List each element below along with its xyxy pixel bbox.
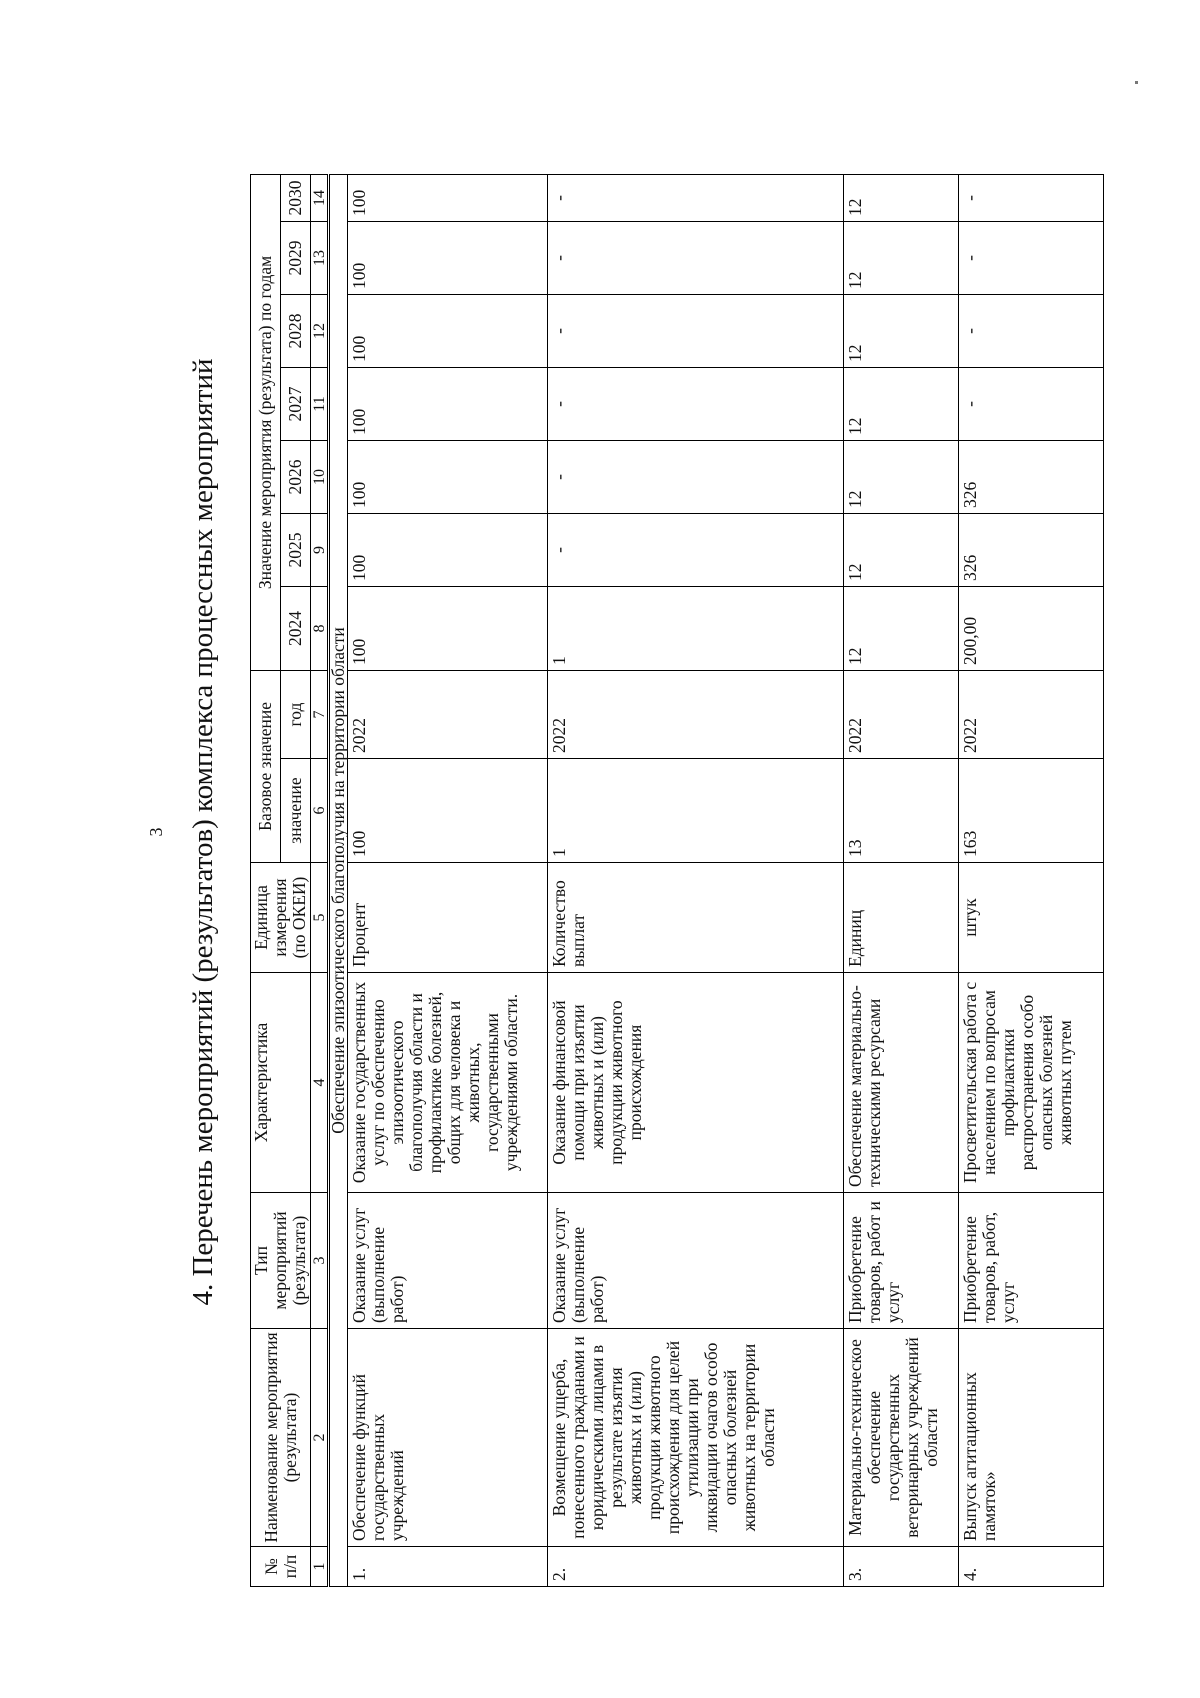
row-value-2025: - (548, 513, 844, 586)
header-year: 2027 (281, 367, 311, 440)
row-value-2030: 12 (844, 174, 959, 221)
row-value-2027: - (548, 367, 844, 440)
column-number: 14 (311, 174, 329, 221)
row-value-2028: 12 (844, 294, 959, 367)
column-number: 6 (311, 759, 329, 863)
row-value-2030: - (959, 174, 1104, 221)
blank-margin-column (251, 74, 348, 174)
row-num: 2. (548, 1547, 844, 1587)
header-unit: Единица измерения (по ОКЕИ) (251, 863, 311, 973)
row-value-2024: 12 (844, 586, 959, 670)
row-characteristic: Просветительская работа с населением по вопросам профилактики распространения особо опасных болезней животных путем (959, 973, 1104, 1193)
header-characteristic: Характеристика (251, 973, 311, 1193)
row-value-2028: - (548, 294, 844, 367)
row-value-2024: 100 (348, 586, 548, 670)
row-type: Оказание услуг (выполнение работ) (548, 1193, 844, 1329)
table-row (548, 74, 844, 1586)
row-unit: штук (959, 863, 1104, 973)
header-type: Тип мероприятий (результата) (251, 1193, 311, 1329)
row-base-year: 2022 (844, 670, 959, 758)
column-number: 2 (311, 1329, 329, 1547)
column-number: 3 (311, 1193, 329, 1329)
header-year: 2029 (281, 221, 311, 294)
row-num: 3. (844, 1547, 959, 1587)
row-value-2025: 326 (959, 513, 1104, 586)
row-type: Приобретение товаров, работ, услуг (959, 1193, 1104, 1329)
header-base-group: Базовое значение (251, 670, 281, 862)
table-row (348, 74, 548, 1586)
header-year: 2028 (281, 294, 311, 367)
row-unit: Единиц (844, 863, 959, 973)
row-value-2025: 12 (844, 513, 959, 586)
column-number: 10 (311, 440, 329, 513)
row-value-2026: 100 (348, 440, 548, 513)
row-characteristic: Оказание финансовой помощи при изъятии животных и (или) продукции животного происхождения (548, 973, 844, 1193)
header-values-group: Значение мероприятия (результата) по годам (251, 174, 281, 670)
row-value-2024: 1 (548, 586, 844, 670)
section-title: Обеспечение эпизоотического благополучия на территории области (329, 174, 348, 1586)
row-value-2028: 100 (348, 294, 548, 367)
header-name: Наименование мероприятия (результата) (251, 1329, 311, 1547)
table-body (348, 74, 1104, 1586)
row-base-year: 2022 (548, 670, 844, 758)
page-number: 3 (146, 827, 166, 837)
row-name: Обеспечение функций государственных учреждений (348, 1329, 548, 1547)
column-number: 7 (311, 670, 329, 758)
row-name: Материально-техническое обеспечение государственных ветеринарных учреждений области (844, 1329, 959, 1547)
scan-speck (1135, 81, 1138, 84)
row-value-2030: - (548, 174, 844, 221)
row-value-2027: 100 (348, 367, 548, 440)
row-value-2027: - (959, 367, 1104, 440)
row-num: 4. (959, 1547, 1104, 1587)
row-base-value: 13 (844, 759, 959, 863)
section-row (329, 74, 348, 1586)
row-characteristic: Оказание государственных услуг по обеспечению эпизоотического благополучия области и профилактике болезней, общих для человека и животных, государственными учреждениями области. (348, 973, 548, 1193)
header-base-year: год (281, 670, 311, 758)
row-value-2027: 12 (844, 367, 959, 440)
table-header (251, 74, 348, 1586)
row-type: Оказание услуг (выполнение работ) (348, 1193, 548, 1329)
header-year: 2030 (281, 174, 311, 221)
row-value-2029: - (548, 221, 844, 294)
row-value-2028: - (959, 294, 1104, 367)
row-num: 1. (348, 1547, 548, 1587)
row-unit: Процент (348, 863, 548, 973)
row-characteristic: Обеспечение материально-техническими ресурсами (844, 973, 959, 1193)
row-value-2026: - (548, 440, 844, 513)
row-value-2029: - (959, 221, 1104, 294)
row-base-year: 2022 (348, 670, 548, 758)
row-base-year: 2022 (959, 670, 1104, 758)
column-number: 4 (311, 973, 329, 1193)
header-base-value: значение (281, 759, 311, 863)
row-name: Возмещение ущерба, понесенного гражданами и юридическими лицами в результате изъятия животных и (или) продукции животного происхождения для целей утилизации при ликвидации очагов особо опасных болезней животных на территории области (548, 1329, 844, 1547)
row-base-value: 100 (348, 759, 548, 863)
measures-table (250, 74, 1104, 1587)
row-value-2030: 100 (348, 174, 548, 221)
row-base-value: 163 (959, 759, 1104, 863)
row-value-2029: 100 (348, 221, 548, 294)
row-unit: Количество выплат (548, 863, 844, 973)
column-number: 11 (311, 367, 329, 440)
page-heading: 4. Перечень мероприятий (результатов) комплекса процессных мероприятий (187, 358, 219, 1306)
header-num: № п/п (251, 1547, 311, 1587)
row-base-value: 1 (548, 759, 844, 863)
column-number-row (311, 74, 329, 1586)
header-year: 2025 (281, 513, 311, 586)
row-name: Выпуск агитационных памяток» (959, 1329, 1104, 1547)
rotated-page-content (145, 52, 1145, 1612)
table-row (844, 74, 959, 1586)
row-value-2026: 12 (844, 440, 959, 513)
header-year: 2024 (281, 586, 311, 670)
header-year: 2026 (281, 440, 311, 513)
column-number: 9 (311, 513, 329, 586)
row-value-2029: 12 (844, 221, 959, 294)
column-number: 5 (311, 863, 329, 973)
column-number: 8 (311, 586, 329, 670)
row-value-2025: 100 (348, 513, 548, 586)
row-value-2024: 200,00 (959, 586, 1104, 670)
row-type: Приобретение товаров, работ и услуг (844, 1193, 959, 1329)
table-row (959, 74, 1104, 1586)
column-number: 12 (311, 294, 329, 367)
column-number: 1 (311, 1547, 329, 1587)
row-value-2026: 326 (959, 440, 1104, 513)
column-number: 13 (311, 221, 329, 294)
